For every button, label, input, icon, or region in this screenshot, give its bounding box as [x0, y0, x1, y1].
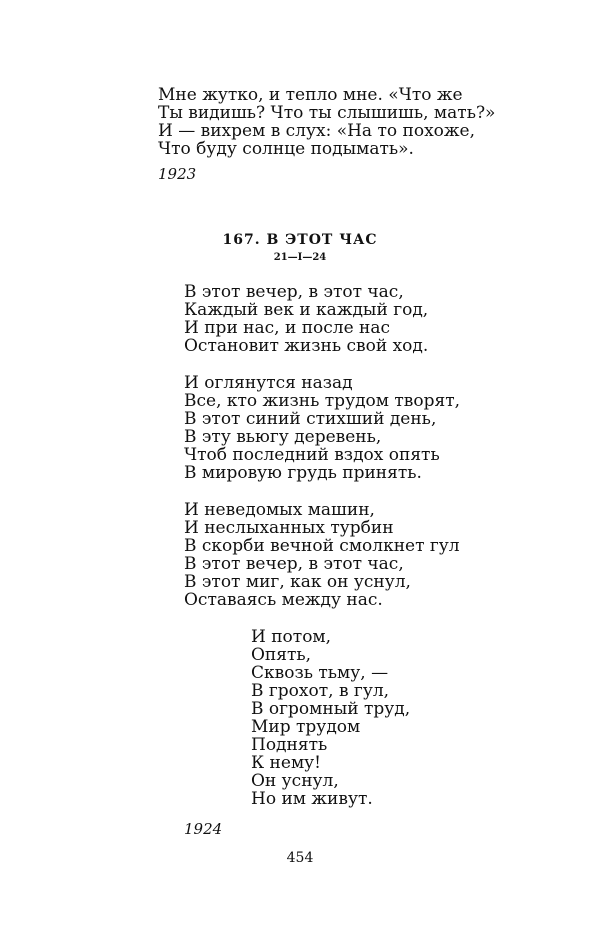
- verse-line: Оставаясь между нас.: [184, 590, 383, 610]
- verse-line: В мировую грудь принять.: [184, 463, 422, 483]
- poem-title: 167. В ЭТОТ ЧАС: [222, 232, 378, 248]
- verse-line: Мир трудом: [251, 717, 361, 737]
- prev-poem-year: 1923: [158, 165, 197, 183]
- verse-line: В этот вечер, в этот час,: [184, 554, 404, 574]
- verse-line: В грохот, в гул,: [251, 681, 390, 701]
- verse-line: И неслыханных турбин: [184, 518, 394, 538]
- verse-line: Ты видишь? Что ты слышишь, мать?»: [158, 103, 496, 123]
- verse-line: В скорби вечной смолкнет гул: [184, 536, 460, 556]
- poem-year: 1924: [184, 820, 223, 838]
- verse-line: И оглянутся назад: [184, 373, 353, 393]
- verse-line: Мне жутко, и тепло мне. «Что же: [158, 85, 463, 105]
- prev-poem-ending: [158, 86, 495, 158]
- verse-line: И — вихрем в слух: «На то похоже,: [158, 121, 476, 141]
- verse-line: Остановит жизнь свой ход.: [184, 336, 429, 356]
- verse-line: Каждый век и каждый год,: [184, 300, 429, 320]
- verse-line: К нему!: [251, 753, 322, 773]
- stanza-3: [184, 501, 460, 609]
- verse-line: Опять,: [251, 645, 312, 665]
- verse-line: В эту вьюгу деревень,: [184, 427, 382, 447]
- verse-line: Чтоб последний вздох опять: [184, 445, 440, 465]
- verse-line: В этот миг, как он уснул,: [184, 572, 411, 592]
- stanza-1: [184, 283, 428, 355]
- verse-line: И при нас, и после нас: [184, 318, 391, 338]
- verse-line: Сквозь тьму, —: [251, 663, 389, 683]
- verse-line: Все, кто жизнь трудом творят,: [184, 391, 461, 411]
- stanza-2: [184, 374, 460, 482]
- verse-line: Но им живут.: [251, 789, 373, 809]
- poem-subtitle: 21—I—24: [273, 252, 327, 263]
- verse-line: Что буду солнце подымать».: [158, 139, 414, 159]
- verse-line: В огромный труд,: [251, 699, 411, 719]
- page-number: 454: [286, 850, 314, 866]
- verse-line: В этот вечер, в этот час,: [184, 282, 404, 302]
- verse-line: Он уснул,: [251, 771, 339, 791]
- verse-line: В этот синий стихший день,: [184, 409, 437, 429]
- verse-line: И потом,: [251, 627, 332, 647]
- stanza-4: [251, 628, 410, 808]
- verse-line: И неведомых машин,: [184, 500, 375, 520]
- verse-line: Поднять: [251, 735, 328, 755]
